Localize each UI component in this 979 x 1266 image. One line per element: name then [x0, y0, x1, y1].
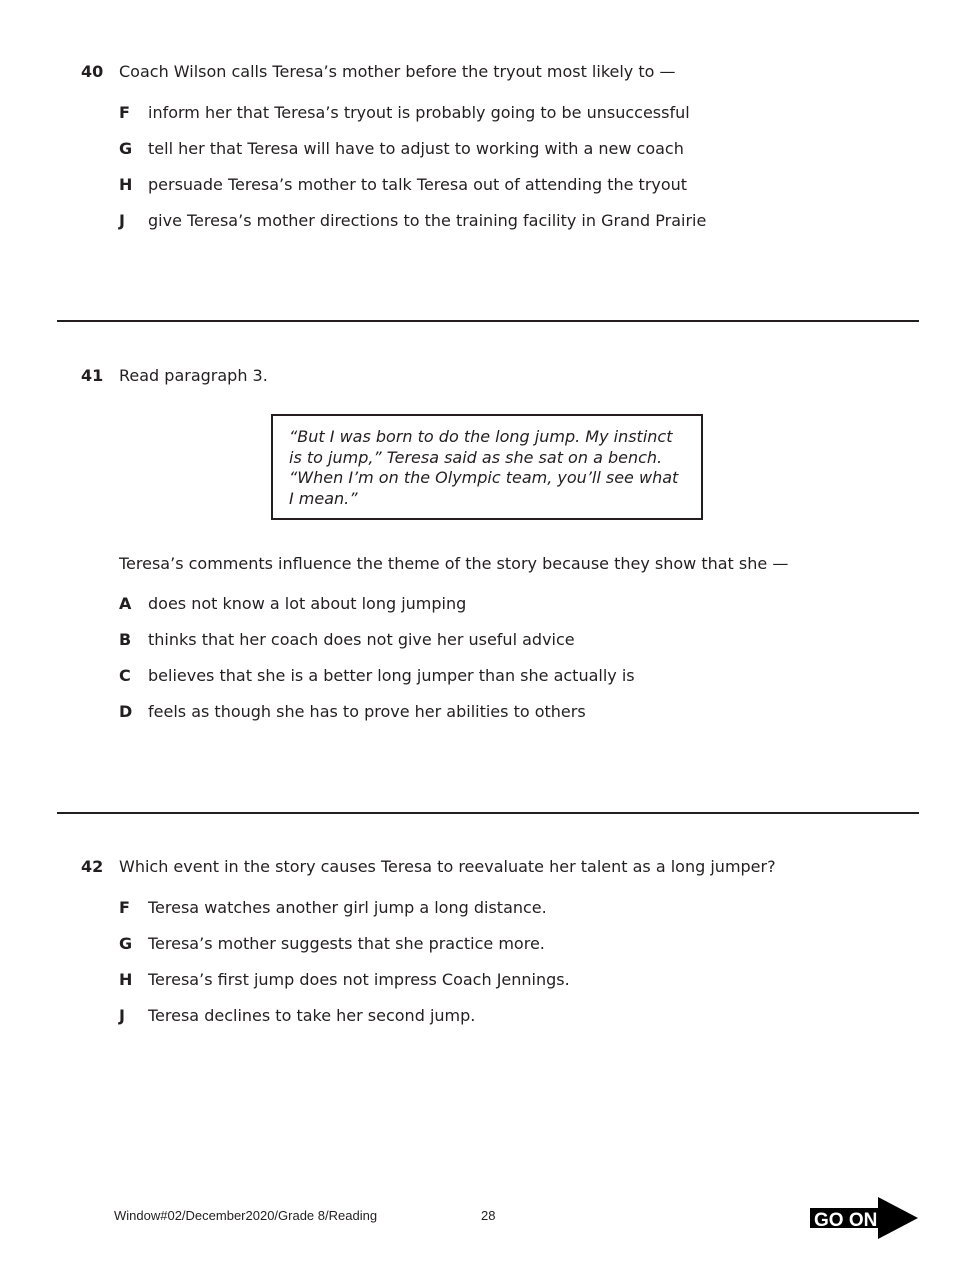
choice-text: tell her that Teresa will have to adjust to working with a new coach [148, 139, 684, 158]
answer-choice-c[interactable] [119, 666, 635, 686]
question-text: Read paragraph 3. [119, 366, 268, 385]
choice-letter: G [119, 934, 133, 953]
choice-letter: H [119, 970, 133, 989]
answer-choice-f[interactable] [119, 103, 690, 123]
question-42 [81, 857, 921, 1025]
question-40 [81, 62, 921, 230]
choice-text: inform her that Teresa’s tryout is probably going to be unsuccessful [148, 103, 690, 122]
answer-choice-j[interactable] [119, 1006, 475, 1026]
question-stem [81, 366, 921, 386]
choice-text: Teresa watches another girl jump a long distance. [148, 898, 547, 917]
question-number: 42 [81, 857, 104, 876]
choice-letter: A [119, 594, 132, 613]
choice-text: believes that she is a better long jumper than she actually is [148, 666, 635, 685]
question-41 [81, 366, 921, 386]
question-stem [81, 62, 921, 82]
excerpt-line: “When I’m on the Olympic team, you’ll see what [289, 468, 679, 487]
question-text: Which event in the story causes Teresa to reevaluate her talent as a long jumper? [119, 857, 776, 876]
choice-text: thinks that her coach does not give her useful advice [148, 630, 575, 649]
choice-letter: C [119, 666, 131, 685]
footer-test-id: Window#02/December2020/Grade 8/Reading [114, 1208, 378, 1223]
question-stem [81, 857, 921, 877]
choice-text: Teresa’s first jump does not impress Coach Jennings. [148, 970, 570, 989]
answer-choice-g[interactable] [119, 139, 684, 159]
section-divider [57, 812, 919, 814]
excerpt-line: is to jump,” Teresa said as she sat on a bench. [289, 447, 663, 467]
answer-choice-b[interactable] [119, 630, 575, 650]
choice-text: feels as though she has to prove her abilities to others [148, 702, 586, 721]
choice-text: Teresa declines to take her second jump. [148, 1006, 476, 1025]
choice-letter: F [119, 898, 130, 917]
choice-letter: H [119, 175, 133, 194]
page-number: 28 [481, 1208, 496, 1223]
question-number: 41 [81, 366, 104, 385]
answer-choice-h[interactable] [119, 970, 570, 990]
excerpt-line: I mean.” [289, 488, 358, 508]
question-followup: Teresa’s comments influence the theme of the story because they show that she — [119, 554, 789, 573]
excerpt-line: “But I was born to do the long jump. My instinct [289, 427, 673, 446]
choice-letter: B [119, 630, 132, 649]
section-divider [57, 320, 919, 322]
answer-choice-g[interactable] [119, 934, 545, 954]
choice-text: give Teresa’s mother directions to the training facility in Grand Prairie [148, 211, 707, 230]
choice-letter: D [119, 702, 133, 721]
choice-letter: J [119, 211, 125, 230]
choice-letter: G [119, 139, 133, 158]
excerpt-box [271, 414, 703, 520]
question-number: 40 [81, 62, 104, 81]
answer-choice-a[interactable] [119, 594, 466, 614]
go-on-label: GO ON [814, 1210, 878, 1231]
go-on-arrow-icon [810, 1197, 920, 1239]
question-text: Coach Wilson calls Teresa’s mother before the tryout most likely to — [119, 62, 676, 81]
choice-text: persuade Teresa’s mother to talk Teresa out of attending the tryout [148, 175, 688, 194]
answer-choice-f[interactable] [119, 898, 547, 918]
choice-letter: J [119, 1006, 125, 1025]
answer-choice-h[interactable] [119, 175, 687, 195]
answer-choice-d[interactable] [119, 702, 586, 722]
choice-letter: F [119, 103, 130, 122]
choice-text: Teresa’s mother suggests that she practice more. [148, 934, 545, 953]
answer-choice-j[interactable] [119, 211, 706, 231]
choice-text: does not know a lot about long jumping [148, 594, 467, 613]
go-on-button[interactable] [810, 1197, 920, 1239]
